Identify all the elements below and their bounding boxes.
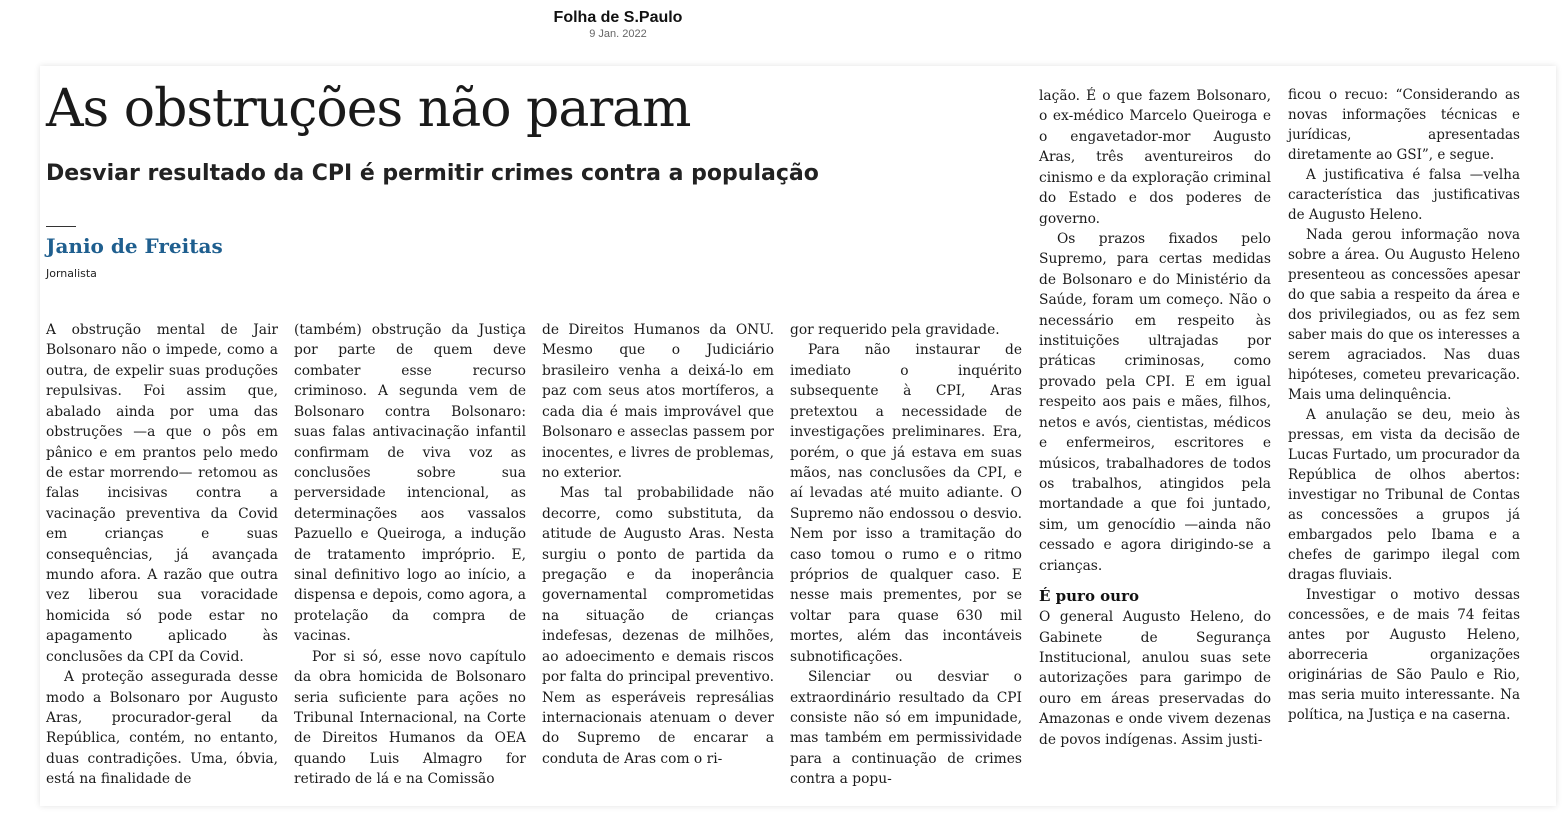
article-column-1 [46,320,278,790]
paragraph: de Direitos Humanos da ONU. Mesmo que o Judiciário brasileiro venha a deixá-lo em paz com seus atos mortíferos, a cada dia é mais improvável que Bolsonaro e asseclas passem por inocentes, e livres de problemas, no exterior. [542,322,774,481]
author-role: Jornalista [46,267,97,280]
paragraph: Para não instaurar de imediato o inquérito subsequente à CPI, Aras pretextou a necessidade de investigações preliminares. Era, porém, o que já estava em suas mãos, nas conclusões da CPI, e aí levadas até muito adiante. O Supremo não endossou o desvio. Nem por isso a tramitação do caso tomou o rumo e o ritmo próprios de qualquer caso. E nesse mais prementes, por se voltar para quase 630 mil mortes, além das incontáveis subnotificações. [790,342,1022,665]
article-column-4 [790,320,1022,790]
section-heading: É puro ouro [1039,587,1139,606]
author-name: Janio de Freitas [46,234,223,258]
article-column-3 [542,320,774,769]
paragraph: Os prazos fixados pelo Supremo, para certas medidas de Bolsonaro e do Ministério da Saúde, foram um começo. Não o necessário em respeito às instituições ultrajadas por práticas criminosas, como provado pela CPI. E em igual respeito aos pais e mães, filhos, netos e avós, cientistas, médicos e enfermeiros, escritores e músicos, trabalhadores de todos os trabalhos, atingidos pela mortandade a que foi juntado, sim, um genocídio —ainda não cessado e agora dirigindo-se a crianças. [1039,230,1271,574]
paragraph: Mas tal probabilidade não decorre, como substituta, da atitude de Augusto Aras. Nesta surgiu o ponto de partida da pregação e da inoperância governamental comprometidas na situação de crianças indefesas, dezenas de milhões, ao adoecimento e demais riscos por falta do principal preventivo. Nem as esperáveis represálias internacionais atenuam o dever do Supremo de encarar a conduta de Aras com o ri- [542,485,774,767]
article-column-6 [1288,86,1520,726]
paragraph: A obstrução mental de Jair Bolsonaro não o impede, como a outra, de expelir suas produções repulsivas. Foi assim que, abalado ainda por uma das obstruções —a que o pôs em pânico e em prantos pelo medo de estar morrendo— retomou as falas incisivas contra a vacinação preventiva da Covid em crianças e suas consequências, já avançada mundo afora. A razão que outra vez liberou sua voracidade homicida só pode estar no apagamento aplicado às conclusões da CPI da Covid. [46,322,278,665]
newspaper-name: Folha de S.Paulo [553,9,683,26]
paragraph: lação. É o que fazem Bolsonaro, o ex-médico Marcelo Queiroga e o engavetador-mor Augusto Aras, três aventureiros do cinismo e da exploração criminal do Estado e dos poderes de governo. [1039,88,1271,227]
paragraph: Investigar o motivo dessas concessões, e de mais 74 feitas antes por Augusto Heleno, aborreceria organizações originárias de São Paulo e Rio, mas seria muito interessante. Na política, na Justiça e na caserna. [1288,586,1520,723]
paragraph: A proteção assegurada desse modo a Bolsonaro por Augusto Aras, procurador-geral da República, contém, no entanto, duas contradições. Uma, óbvia, está na finalidade de [46,669,278,788]
masthead [0,8,1236,41]
author-divider [46,226,76,227]
paragraph: ficou o recuo: “Considerando as novas informações técnicas e jurídicas, apresentadas diretamente ao GSI”, e segue. [1288,87,1520,163]
paragraph: (também) obstrução da Justiça por parte de quem deve combater esse recurso criminoso. A segunda vem de Bolsonaro contra Bolsonaro: suas falas antivacinação infantil confirmam de viva voz as conclusões sobre sua perversidade intencional, as determinações aos vassalos Pazuello e Queiroga, a indução de tratamento impróprio. E, sinal definitivo logo ao início, a dispensa e depois, como agora, a protelação da compra de vacinas. [294,322,526,645]
article-column-5 [1039,86,1271,750]
paragraph: gor requerido pela gravidade. [790,322,1000,338]
article-column-2 [294,320,526,790]
publication-date: 9 Jan. 2022 [589,28,647,40]
paragraph: A anulação se deu, meio às pressas, em vista da decisão de Lucas Furtado, um procurador da República de olhos abertos: investigar no Tribunal de Contas as concessões a grupos já embargados pelo Ibama e a chefes de garimpo ilegal com dragas fluviais. [1288,406,1520,583]
paragraph: O general Augusto Heleno, do Gabinete de Segurança Institucional, anulou suas sete autorizações para garimpo de ouro em áreas preservadas do Amazonas e onde vivem dezenas de povos indígenas. Assim justi- [1039,609,1271,748]
paragraph: Nada gerou informação nova sobre a área. Ou Augusto Heleno presenteou as concessões apesar do que sabia a respeito da área e dos privilegiados, ou as fez sem saber mais do que os interesses a serem agraciados. Nas duas hipóteses, cometeu prevaricação. Mais uma delinquência. [1288,226,1520,403]
paragraph: Por si só, esse novo capítulo da obra homicida de Bolsonaro seria suficiente para ações no Tribunal Internacional, na Corte de Direitos Humanos da OEA quando Luis Almagro for retirado de lá e na Comissão [294,648,526,788]
subheadline: Desviar resultado da CPI é permitir crimes contra a população [46,161,819,186]
paragraph: A justificativa é falsa —velha característica das justificativas de Augusto Heleno. [1288,166,1520,223]
headline: As obstruções não param [46,79,691,139]
paragraph: Silenciar ou desviar o extraordinário resultado da CPI consiste não só em impunidade, mas também em permissividade para a continuação de crimes contra a popu- [790,669,1022,788]
